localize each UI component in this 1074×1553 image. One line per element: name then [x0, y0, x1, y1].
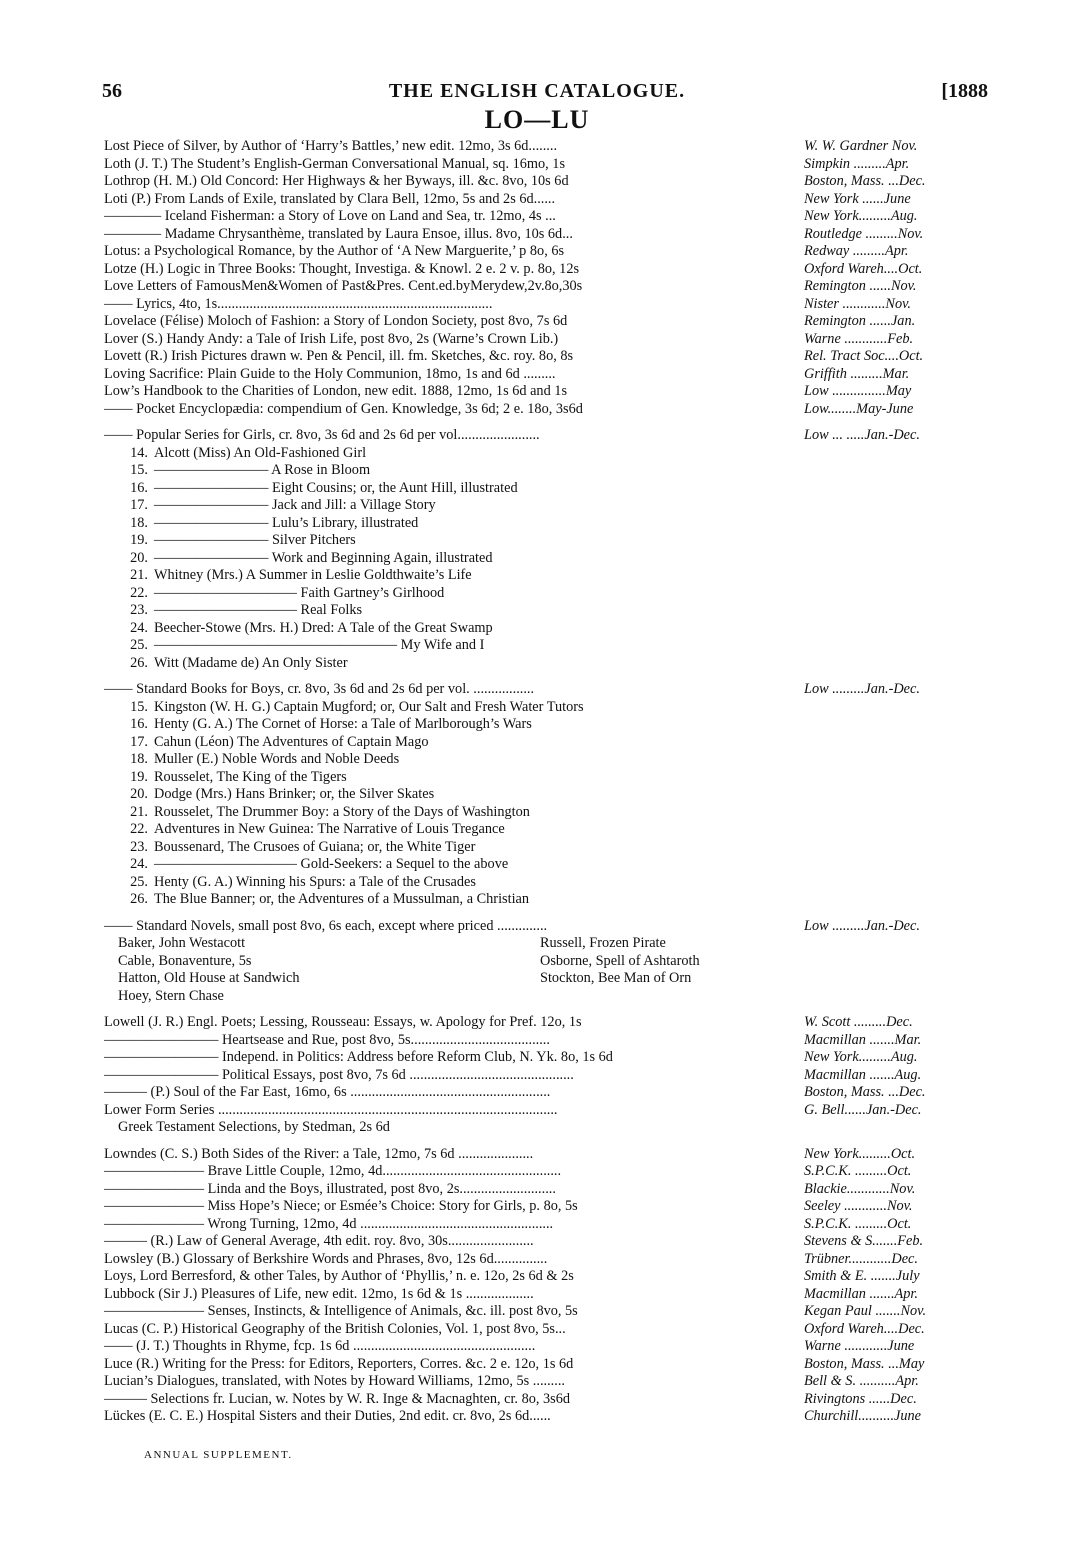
item-title: Witt (Madame de) An Only Sister [154, 654, 348, 671]
catalogue-entry [104, 296, 992, 314]
entry-text: Lothrop (H. M.) Old Concord: Her Highways & her Byways, ill. &c. 8vo, 10s 6d [104, 173, 569, 189]
entry-publisher: Kegan Paul .......Nov. [804, 1303, 927, 1319]
novels-row [104, 988, 992, 1006]
item-number: 21. [130, 803, 148, 820]
entry-text: ——————— Brave Little Couple, 12mo, 4d.................................................. [104, 1163, 562, 1179]
item-title: Rousselet, The Drummer Boy: a Story of the Days of Washington [154, 803, 530, 820]
catalogue-entries [104, 138, 992, 1426]
entry-publisher: Nister ............Nov. [804, 295, 911, 312]
series-item [104, 620, 992, 638]
series-item [104, 891, 992, 909]
entry-text: Lower Form Series ............................................................................................... [104, 1101, 558, 1118]
entry-publisher: Low........May-June [804, 400, 914, 417]
item-number: 18. [130, 751, 148, 767]
catalogue-entry [104, 1181, 992, 1199]
year-marker: [1888 [941, 80, 988, 102]
catalogue-entry [104, 1084, 992, 1102]
entry-publisher: Trübner............Dec. [804, 1250, 918, 1267]
entry-publisher: S.P.C.K. .........Oct. [804, 1215, 912, 1232]
entry-publisher: Oxford Wareh....Dec. [804, 1320, 925, 1337]
catalogue-entry [104, 138, 992, 156]
series-item [104, 567, 992, 585]
entries-block-lowell [104, 1014, 992, 1119]
entry-text: Luce (R.) Writing for the Press: for Editors, Reporters, Corres. &c. 2 e. 12o, 1s 6d [104, 1355, 574, 1372]
series-item [104, 655, 992, 673]
catalogue-entry [104, 1391, 992, 1409]
entry-publisher: Boston, Mass. ...May [804, 1355, 925, 1372]
series-item [104, 699, 992, 717]
item-title: Rousselet, The King of the Tigers [154, 768, 347, 785]
catalogue-entry [104, 1268, 992, 1286]
series-item [104, 497, 992, 515]
entry-text: Loving Sacrifice: Plain Guide to the Holy Communion, 18mo, 1s and 6d ......... [104, 365, 556, 382]
item-title: The Blue Banner; or, the Adventures of a Mussulman, a Christian [154, 891, 530, 907]
novel-left: Hoey, Stern Chase [118, 987, 224, 1004]
item-title: Muller (E.) Noble Words and Noble Deeds [154, 751, 400, 767]
entry-publisher: Macmillan .......Aug. [804, 1066, 922, 1083]
footer-signature: ANNUAL SUPPLEMENT. [144, 1449, 293, 1461]
catalogue-entry [104, 1014, 992, 1032]
series-item [104, 856, 992, 874]
series-item [104, 839, 992, 857]
entry-text: Love Letters of FamousMen&Women of Past&Pres. Cent.ed.byMerydew,2v.8o,30s [104, 278, 583, 294]
entry-text: Lovelace (Félise) Moloch of Fashion: a Story of London Society, post 8vo, 7s 6d [104, 313, 568, 329]
novel-left: Cable, Bonaventure, 5s [118, 952, 252, 969]
item-number: 24. [130, 619, 148, 636]
catalogue-entry [104, 1163, 992, 1181]
novel-right: Osborne, Spell of Ashtaroth [540, 952, 700, 969]
entry-text: Lotus: a Psychological Romance, by the Author of ‘A New Marguerite,’ p 8o, 6s [104, 243, 565, 259]
boys-series-list [104, 699, 992, 909]
entry-text: Lowndes (C. S.) Both Sides of the River: a Tale, 12mo, 7s 6d ..................... [104, 1145, 534, 1162]
series-item [104, 532, 992, 550]
series-item [104, 751, 992, 769]
item-number: 19. [130, 532, 148, 548]
item-title: Beecher-Stowe (Mrs. H.) Dred: A Tale of the Great Swamp [154, 619, 493, 636]
item-number: 16. [130, 716, 148, 732]
item-number: 20. [130, 549, 148, 566]
entry-publisher: New York.........Aug. [804, 208, 918, 224]
series-item [104, 716, 992, 734]
entry-publisher: Oxford Wareh....Oct. [804, 260, 923, 277]
item-title: ———————— Silver Pitchers [154, 532, 356, 548]
entry-text: Lost Piece of Silver, by Author of ‘Harry’s Battles,’ new edit. 12mo, 3s 6d........ [104, 138, 558, 154]
series-item [104, 602, 992, 620]
novel-left: Baker, John Westacott [118, 935, 246, 951]
series-heading-novels: —— Standard Novels, small post 8vo, 6s each, except where priced .............. Low .........Jan.-Dec. [104, 917, 920, 934]
catalogue-entry [104, 226, 992, 244]
entry-text: ——— (R.) Law of General Average, 4th edit. roy. 8vo, 30s........................ [104, 1233, 534, 1249]
item-title: Henty (G. A.) The Cornet of Horse: a Tale of Marlborough’s Wars [154, 716, 532, 732]
series-item [104, 734, 992, 752]
item-title: Cahun (Léon) The Adventures of Captain Mago [154, 733, 429, 750]
item-title: Dodge (Mrs.) Hans Brinker; or, the Silver Skates [154, 786, 435, 802]
entry-publisher: Redway .........Apr. [804, 243, 909, 259]
catalogue-entry [104, 1303, 992, 1321]
catalogue-entry [104, 1408, 992, 1426]
catalogue-entry [104, 1216, 992, 1234]
entry-publisher: Remington ......Nov. [804, 278, 917, 294]
entry-publisher: Routledge .........Nov. [804, 225, 924, 242]
entry-text: ——————— Miss Hope’s Niece; or Esmée’s Choice: Story for Girls, p. 8o, 5s [104, 1198, 578, 1214]
item-number: 16. [130, 479, 148, 496]
catalogue-entry [104, 1356, 992, 1374]
entry-publisher: Warne ............Feb. [804, 330, 914, 347]
item-number: 18. [130, 514, 148, 531]
section-heading: LO—LU [484, 105, 590, 134]
item-number: 14. [130, 444, 148, 461]
item-number: 15. [130, 698, 148, 715]
entry-publisher: Rivingtons ......Dec. [804, 1390, 917, 1407]
catalogue-entry [104, 1373, 992, 1391]
catalogue-entry [104, 1338, 992, 1356]
series-item [104, 821, 992, 839]
item-number: 19. [130, 768, 148, 785]
catalogue-entry [104, 261, 992, 279]
entry-publisher: New York.........Aug. [804, 1049, 918, 1065]
catalogue-entry [104, 366, 992, 384]
entry-publisher: Churchill..........June [804, 1408, 922, 1424]
item-title: —————————— Gold-Seekers: a Sequel to the above [154, 856, 509, 872]
item-number: 20. [130, 786, 148, 802]
catalogue-entry [104, 383, 992, 401]
series-heading-boys: —— Standard Books for Boys, cr. 8vo, 3s 6d and 2s 6d per vol. ................. Low .........Jan.-Dec. [104, 681, 920, 697]
catalogue-entry [104, 1286, 992, 1304]
series-item [104, 874, 992, 892]
item-number: 23. [130, 602, 148, 618]
entry-text: Lovett (R.) Irish Pictures drawn w. Pen & Pencil, ill. fm. Sketches, &c. roy. 8o, 8s [104, 348, 574, 364]
entries-block-lo [104, 138, 992, 418]
entry-publisher: G. Bell......Jan.-Dec. [804, 1101, 922, 1118]
entry-publisher: Bell & S. ..........Apr. [804, 1373, 919, 1389]
item-title: —————————— Real Folks [154, 602, 363, 618]
catalogue-entry [104, 243, 992, 261]
item-number: 26. [130, 891, 148, 907]
entry-publisher: W. W. Gardner Nov. [804, 138, 918, 154]
entry-publisher: New York ......June [804, 190, 911, 207]
entry-text: —— Pocket Encyclopædia: compendium of Gen. Knowledge, 3s 6d; 2 e. 18o, 3s6d [104, 400, 583, 417]
entry-text: ———————— Heartsease and Rue, post 8vo, 5s....................................... [104, 1031, 550, 1048]
catalogue-entry [104, 1233, 992, 1251]
item-number: 25. [130, 637, 148, 653]
novels-two-column-list [104, 935, 992, 1005]
entry-text: ——————— Wrong Turning, 12mo, 4d ...................................................... [104, 1215, 554, 1232]
entry-text: ——— Selections fr. Lucian, w. Notes by W. R. Inge & Macnaghten, cr. 8o, 3s6d [104, 1390, 571, 1407]
catalogue-entry [104, 1032, 992, 1050]
entry-text: ——— (P.) Soul of the Far East, 16mo, 6s ........................................................ [104, 1084, 551, 1100]
catalogue-entry [104, 313, 992, 331]
entry-text: Lover (S.) Handy Andy: a Tale of Irish Life, post 8vo, 2s (Warne’s Crown Lib.) [104, 330, 559, 347]
entry-publisher: New York.........Oct. [804, 1145, 916, 1162]
entry-publisher: Macmillan .......Apr. [804, 1285, 918, 1302]
item-title: ———————— A Rose in Bloom [154, 462, 371, 478]
catalogue-entry [104, 1321, 992, 1339]
entry-text: Loti (P.) From Lands of Exile, translated by Clara Bell, 12mo, 5s and 2s 6d...... [104, 190, 556, 207]
series-item [104, 550, 992, 568]
entry-publisher: Smith & E. .......July [804, 1268, 920, 1284]
series-item [104, 515, 992, 533]
item-number: 22. [130, 821, 148, 837]
series-item [104, 480, 992, 498]
catalogue-entry [104, 1198, 992, 1216]
catalogue-entry [104, 1102, 992, 1120]
entry-text: ——————— Senses, Instincts, & Intelligence of Animals, &c. ill. post 8vo, 5s [104, 1303, 578, 1319]
entry-text: Loth (J. T.) The Student’s English-German Conversational Manual, sq. 16mo, 1s [104, 155, 566, 172]
series-item [104, 769, 992, 787]
entry-text: Lückes (E. C. E.) Hospital Sisters and their Duties, 2nd edit. cr. 8vo, 2s 6d...... [104, 1408, 551, 1424]
catalogue-entry [104, 208, 992, 226]
item-title: ———————— Eight Cousins; or, the Aunt Hill, illustrated [154, 479, 518, 496]
item-number: 17. [130, 497, 148, 513]
novel-left: Hatton, Old House at Sandwich [118, 970, 300, 986]
novel-right: Russell, Frozen Pirate [540, 935, 666, 951]
item-title: Kingston (W. H. G.) Captain Mugford; or, Our Salt and Fresh Water Tutors [154, 698, 584, 715]
entry-publisher: Seeley ............Nov. [804, 1198, 913, 1214]
series-item [104, 462, 992, 480]
entry-text: Lucas (C. P.) Historical Geography of the British Colonies, Vol. 1, post 8vo, 5s... [104, 1320, 566, 1337]
catalogue-entry [104, 1251, 992, 1269]
item-title: ———————— Jack and Jill: a Village Story [154, 497, 436, 513]
series-item [104, 445, 992, 463]
entry-text: Lotze (H.) Logic in Three Books: Thought, Investiga. & Knowl. 2 e. 2 v. p. 8o, 12s [104, 260, 580, 277]
item-title: Whitney (Mrs.) A Summer in Leslie Goldthwaite’s Life [154, 567, 472, 583]
series-item [104, 804, 992, 822]
entry-text: Lowell (J. R.) Engl. Poets; Lessing, Rousseau: Essays, w. Apology for Pref. 12o, 1s [104, 1014, 582, 1030]
entry-publisher: Boston, Mass. ...Dec. [804, 173, 926, 189]
item-title: Adventures in New Guinea: The Narrative of Louis Tregance [154, 821, 505, 837]
item-title: Boussenard, The Crusoes of Guiana; or, the White Tiger [154, 838, 476, 855]
catalogue-entry [104, 191, 992, 209]
entry-publisher: Low ...............May [804, 383, 912, 399]
girls-series-list [104, 445, 992, 673]
item-number: 17. [130, 733, 148, 750]
entry-text: ———————— Independ. in Politics: Address before Reform Club, N. Yk. 8o, 1s 6d [104, 1049, 613, 1065]
item-number: 25. [130, 873, 148, 890]
item-title: —————————— Faith Gartney’s Girlhood [154, 584, 445, 601]
catalogue-entry [104, 401, 992, 419]
item-number: 15. [130, 462, 148, 478]
catalogue-entry [104, 1067, 992, 1085]
catalogue-entry [104, 156, 992, 174]
entry-publisher: S.P.C.K. .........Oct. [804, 1163, 912, 1179]
item-number: 24. [130, 856, 148, 872]
catalogue-entry [104, 1049, 992, 1067]
novel-right: Stockton, Bee Man of Orn [540, 970, 692, 986]
entry-text: Lubbock (Sir J.) Pleasures of Life, new edit. 12mo, 1s 6d & 1s ................... [104, 1285, 534, 1302]
entries-block-lowndes [104, 1146, 992, 1426]
entry-text: Lowsley (B.) Glossary of Berkshire Words and Phrases, 8vo, 12s 6d............... [104, 1250, 548, 1267]
entry-publisher: Griffith .........Mar. [804, 365, 910, 382]
entry-publisher: Blackie............Nov. [804, 1180, 916, 1197]
entry-publisher: Stevens & S.......Feb. [804, 1233, 924, 1249]
entry-publisher: Warne ............June [804, 1338, 915, 1354]
entry-text: ———— Iceland Fisherman: a Story of Love on Land and Sea, tr. 12mo, 4s ... [104, 208, 556, 224]
item-title: ———————— Work and Beginning Again, illustrated [154, 549, 493, 566]
series-item [104, 637, 992, 655]
item-number: 21. [130, 567, 148, 583]
entry-publisher: Simpkin .........Apr. [804, 155, 910, 172]
novels-row [104, 935, 992, 953]
item-title: ———————— Lulu’s Library, illustrated [154, 514, 419, 531]
series-item [104, 585, 992, 603]
entry-text: ———————— Political Essays, post 8vo, 7s 6d .............................................. [104, 1066, 574, 1083]
novels-row [104, 953, 992, 971]
entry-publisher: Boston, Mass. ...Dec. [804, 1084, 926, 1100]
entry-text: Loys, Lord Berresford, & other Tales, by Author of ‘Phyllis,’ n. e. 12o, 2s 6d & 2s [104, 1268, 574, 1284]
catalogue-entry [104, 1146, 992, 1164]
series-item [104, 786, 992, 804]
item-title: Alcott (Miss) An Old-Fashioned Girl [154, 444, 367, 461]
catalogue-entry [104, 348, 992, 366]
page-number: 56 [102, 80, 122, 102]
entry-text: ——————— Linda and the Boys, illustrated, post 8vo, 2s........................... [104, 1180, 556, 1197]
entry-publisher: Macmillan .......Mar. [804, 1031, 922, 1048]
catalogue-entry [104, 173, 992, 191]
item-number: 22. [130, 584, 148, 601]
entry-publisher: Remington ......Jan. [804, 313, 916, 329]
item-number: 26. [130, 654, 148, 671]
catalogue-entry [104, 331, 992, 349]
series-heading-girls: —— Popular Series for Girls, cr. 8vo, 3s 6d and 2s 6d per vol....................... Low ... .....Jan.-Dec. [104, 427, 920, 443]
item-title: ————————————————— My Wife and I [154, 637, 485, 653]
entry-text: Lucian’s Dialogues, translated, with Notes by Howard Williams, 12mo, 5s ......... [104, 1373, 565, 1389]
novels-row [104, 970, 992, 988]
entry-publisher: Rel. Tract Soc....Oct. [804, 348, 924, 364]
entry-text: —— (J. T.) Thoughts in Rhyme, fcp. 1s 6d ................................................... [104, 1338, 536, 1354]
entry-publisher: W. Scott .........Dec. [804, 1014, 913, 1030]
running-title: THE ENGLISH CATALOGUE. [388, 80, 686, 102]
item-title: Henty (G. A.) Winning his Spurs: a Tale of the Crusades [154, 873, 476, 890]
entry-text: Low’s Handbook to the Charities of London, new edit. 1888, 12mo, 1s 6d and 1s [104, 383, 568, 399]
catalogue-entry [104, 278, 992, 296]
entry-text: ———— Madame Chrysanthème, translated by Laura Ensoe, illus. 8vo, 10s 6d... [104, 225, 573, 242]
item-number: 23. [130, 838, 148, 855]
greek-testament-line: Greek Testament Selections, by Stedman, 2s 6d [118, 1119, 390, 1135]
entry-text: —— Lyrics, 4to, 1s............................................................................. [104, 295, 493, 312]
